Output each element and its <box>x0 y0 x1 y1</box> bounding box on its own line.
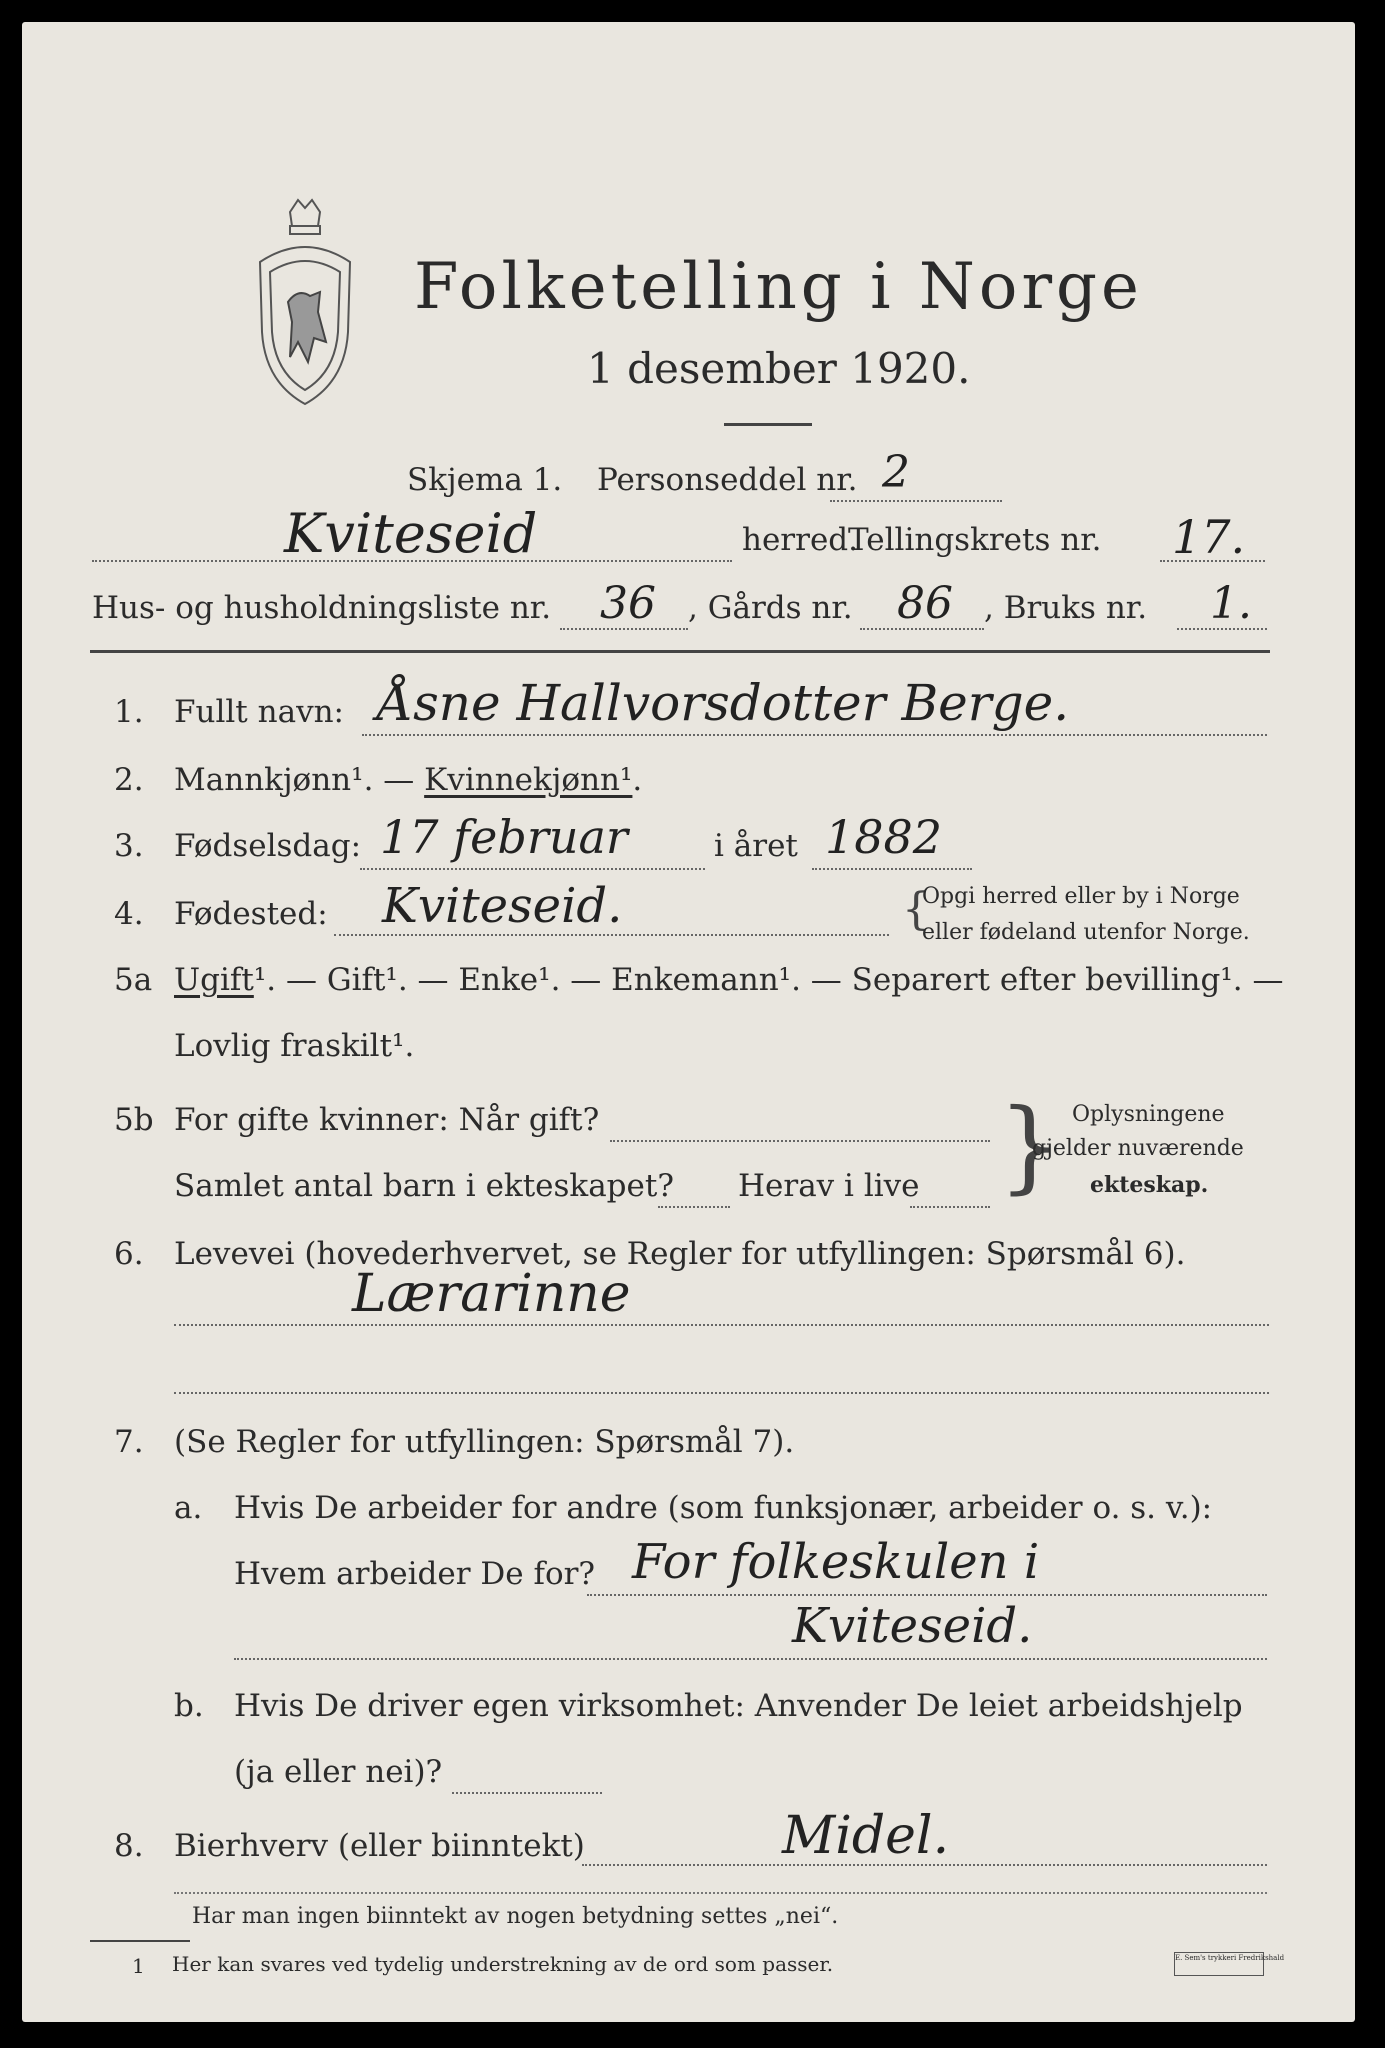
bruks-value: 1. <box>1210 578 1252 629</box>
q5b-line2b-dots <box>910 1206 990 1208</box>
q5a-label: Ugift¹. — Gift¹. — Enke¹. — Enkemann¹. — Separert efter bevilling¹. — <box>174 962 1284 998</box>
q4-brace: { <box>902 884 930 935</box>
q6-number: 6. <box>114 1236 144 1272</box>
q3-year-label: i året <box>714 828 798 864</box>
q7a-value-2: Kviteseid. <box>792 1598 1033 1654</box>
q7-label: (Se Regler for utfyllingen: Spørsmål 7). <box>174 1424 795 1460</box>
q5b-line2a-dots <box>658 1206 730 1208</box>
footnote-rule <box>90 1940 190 1942</box>
q5a-number: 5a <box>114 962 153 998</box>
q7a-line1: Hvis De arbeider for andre (som funksjonær, arbeider o. s. v.): <box>234 1490 1213 1526</box>
footer-note: Har man ingen biinntekt av nogen betydning settes „nei“. <box>192 1904 839 1929</box>
census-form <box>22 22 1355 2022</box>
q1-value: Åsne Hallvorsdotter Berge. <box>377 674 1070 732</box>
q5b-note-2: gjelder nuværende <box>1032 1136 1244 1161</box>
personseddel-line <box>830 500 1002 502</box>
title-divider <box>724 423 812 426</box>
q7b-line2: (ja eller nei)? <box>234 1754 443 1790</box>
hus-value: 36 <box>600 578 656 629</box>
form-title: Folketelling i Norge <box>414 250 1143 324</box>
herred-value: Kviteseid <box>284 502 538 565</box>
census-date: 1 desember 1920. <box>587 344 971 393</box>
footnote-mark: 1 <box>132 1954 145 1978</box>
q7a-line2: Hvem arbeider De for? <box>234 1556 596 1592</box>
q7a-line-2 <box>234 1658 1267 1660</box>
q1-line <box>362 734 1267 736</box>
q6-label: Levevei (hovederhvervet, se Regler for utfyllingen: Spørsmål 6). <box>174 1236 1186 1272</box>
q7a-value-1: For folkeskulen i <box>632 1534 1040 1590</box>
q2-number: 2. <box>114 762 144 798</box>
q7b-line1: Hvis De driver egen virksomhet: Anvender De leiet arbeidshjelp <box>234 1688 1243 1724</box>
q4-label: Fødested: <box>174 896 328 932</box>
q8-bottom-line <box>174 1892 1267 1894</box>
q4-line <box>334 934 889 936</box>
norway-coat-of-arms-icon <box>250 192 360 412</box>
q5b-note-1: Oplysningene <box>1072 1102 1225 1127</box>
q6-value: Lærarinne <box>352 1264 631 1324</box>
q7a-line-1 <box>587 1594 1267 1596</box>
q6-line-2 <box>174 1392 1269 1394</box>
hus-label: Hus- og husholdningsliste nr. <box>92 590 552 626</box>
bruks-label: , Bruks nr. <box>984 590 1148 626</box>
q5b-line2b: Herav i live <box>738 1168 920 1204</box>
q3-value: 17 februar <box>380 810 628 864</box>
q5b-line1: For gifte kvinner: Når gift? <box>174 1102 600 1138</box>
q7a-number: a. <box>174 1490 203 1526</box>
personseddel-label: Personseddel nr. <box>597 462 858 498</box>
herred-label: herred. <box>742 522 858 558</box>
q2-label: Mannkjønn¹. — Kvinnekjønn¹. <box>174 762 643 798</box>
q3-label: Fødselsdag: <box>174 828 362 864</box>
tellingskrets-label: Tellingskrets nr. <box>848 522 1102 558</box>
q4-number: 4. <box>114 896 144 932</box>
q5b-note-3: ekteskap. <box>1090 1172 1209 1198</box>
q4-note-1: Opgi herred eller by i Norge <box>922 884 1240 909</box>
schema-label: Skjema 1. <box>407 462 563 498</box>
q5b-brace: } <box>998 1087 1062 1204</box>
q4-value: Kviteseid. <box>382 878 623 934</box>
q5b-line2a: Samlet antal barn i ekteskapet? <box>174 1168 674 1204</box>
q5b-line1-dots <box>610 1140 990 1142</box>
personseddel-value: 2 <box>882 447 910 498</box>
q8-label: Bierhverv (eller biinntekt) <box>174 1828 585 1864</box>
q5b-number: 5b <box>114 1102 154 1138</box>
q3-number: 3. <box>114 828 144 864</box>
gards-label: , Gårds nr. <box>688 590 853 626</box>
q3-year-line <box>812 868 972 870</box>
q8-number: 8. <box>114 1828 144 1864</box>
q5a-line2: Lovlig fraskilt¹. <box>174 1028 415 1064</box>
q4-note-2: eller fødeland utenfor Norge. <box>922 920 1250 945</box>
tellingskrets-value: 17. <box>1172 510 1246 564</box>
q3-year-value: 1882 <box>825 810 943 864</box>
q1-number: 1. <box>114 694 144 730</box>
q7b-number: b. <box>174 1688 204 1724</box>
q6-line-1 <box>174 1324 1269 1326</box>
q1-label: Fullt navn: <box>174 694 344 730</box>
q7-number: 7. <box>114 1424 144 1460</box>
gards-value: 86 <box>897 578 953 629</box>
q3-line <box>360 868 705 870</box>
q8-value: Midel. <box>782 1806 950 1866</box>
printer-mark: E. Sem's trykkeri Fredrikshald <box>1174 1952 1264 1976</box>
footnote-text: Her kan svares ved tydelig understrekning av de ord som passer. <box>172 1952 834 1976</box>
header-rule <box>90 650 1270 653</box>
q7b-line <box>452 1792 602 1794</box>
